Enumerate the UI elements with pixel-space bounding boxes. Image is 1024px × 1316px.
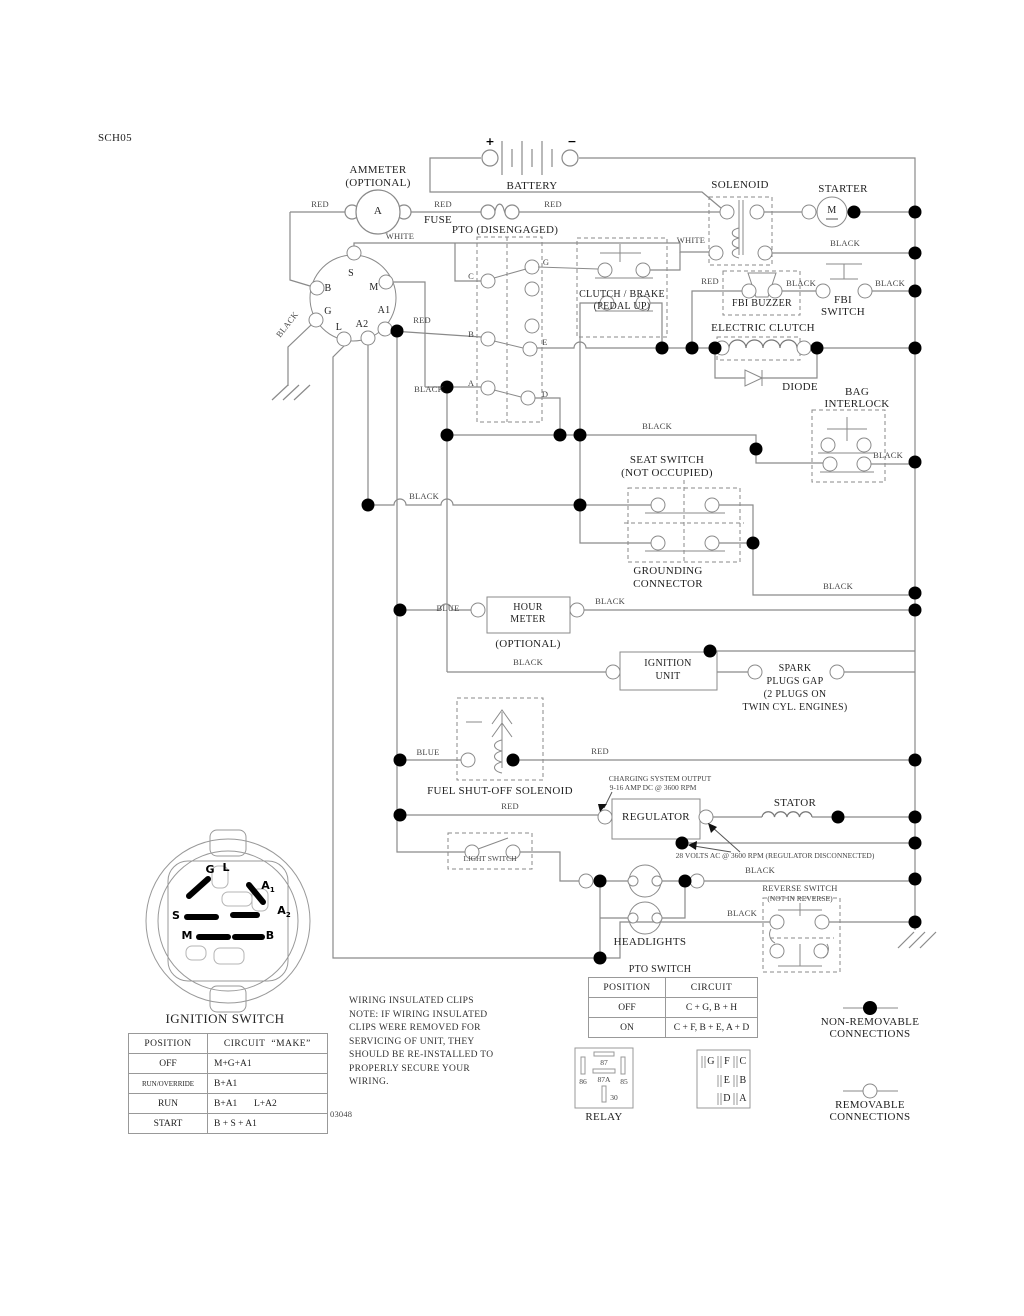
wire-black-headlights: BLACK — [745, 865, 775, 875]
diode-label: DIODE — [782, 381, 818, 393]
hour-meter-optional: (OPTIONAL) — [495, 638, 561, 650]
ring-pin-a1: A1 — [377, 305, 391, 316]
wire-black-fbi: BLACK — [875, 278, 905, 288]
key-pin-g: G — [205, 863, 215, 876]
pto-disengaged-label: PTO (DISENGAGED) — [451, 224, 559, 236]
relay-pin-85: 85 — [620, 1077, 628, 1086]
conn-pin-b: B — [739, 1075, 747, 1086]
wire-black-kill: BLACK — [642, 421, 672, 431]
battery-label: BATTERY — [506, 180, 558, 192]
pto-table-row: OFF C + G, B + H — [589, 998, 758, 1018]
fbi-switch-label-2: SWITCH — [821, 306, 865, 318]
ring-pin-m: M — [369, 282, 379, 293]
conn-pin-a: A — [739, 1093, 747, 1104]
drawing-number: 03048 — [330, 1109, 353, 1119]
conn-pin-c: C — [739, 1056, 747, 1067]
ring-pin-a2: A2 — [355, 319, 369, 330]
clutch-brake-label-2: (PEDAL UP) — [593, 301, 651, 312]
seat-switch-symbol — [624, 480, 744, 562]
ac-annotation: 28 VOLTS AC @ 3600 RPM (REGULATOR DISCONNECTED) — [675, 851, 875, 860]
wire-red-1: RED — [311, 199, 329, 209]
spark-label-2: PLUGS GAP — [766, 676, 824, 687]
wire-black-seat-out: BLACK — [823, 581, 853, 591]
ring-pin-l: L — [335, 322, 343, 333]
key-pin-b: B — [265, 929, 275, 942]
charging-annotation-2: 9-16 AMP DC @ 3600 RPM — [609, 783, 697, 792]
relay-pin-87: 87 — [600, 1058, 608, 1067]
ignition-switch-title: IGNITION SWITCH — [165, 1011, 285, 1026]
ign-table-row: RUN/OVERRIDE B+A1 — [129, 1074, 328, 1094]
seat-switch-label-1: SEAT SWITCH — [629, 454, 705, 466]
wire-black-m: BLACK — [414, 384, 444, 394]
ign-table-header-circuit: CIRCUIT “MAKE” — [208, 1034, 328, 1054]
pto-pin-b: B — [468, 329, 474, 339]
fbi-buzzer-label: FBI BUZZER — [732, 298, 792, 309]
wire-blue-hm: BLUE — [436, 603, 460, 613]
grounding-connector-label-1: GROUNDING — [633, 565, 703, 577]
wire-black-hm: BLACK — [595, 596, 625, 606]
bag-interlock-symbol — [812, 410, 885, 482]
solenoid-symbol — [709, 197, 772, 265]
fuel-solenoid-label: FUEL SHUT-OFF SOLENOID — [427, 785, 573, 797]
reverse-switch-symbol — [763, 898, 840, 972]
wire-red-2: RED — [434, 199, 452, 209]
ign-table-row: START B + S + A1 — [129, 1114, 328, 1134]
key-pin-a2: $A_2$ — [277, 904, 291, 920]
wire-red-buzzer: RED — [701, 276, 719, 286]
ring-pin-g: G — [324, 306, 332, 317]
grounding-connector-label-2: CONNECTOR — [633, 578, 703, 590]
wire-red-a1: RED — [413, 315, 431, 325]
reverse-switch-label-1: REVERSE SWITCH — [762, 883, 838, 893]
key-pin-m: M — [181, 929, 193, 942]
ring-pin-s: S — [348, 268, 354, 279]
pto-table-row: ON C + F, B + E, A + D — [589, 1018, 758, 1038]
spark-label-4: TWIN CYL. ENGINES) — [742, 702, 848, 713]
wire-black-seat: BLACK — [409, 491, 439, 501]
starter-label: STARTER — [818, 183, 868, 195]
charging-annotation-1: CHARGING SYSTEM OUTPUT — [608, 774, 712, 783]
ignition-key-connector — [146, 830, 310, 1012]
light-switch-label: LIGHT SWITCH — [463, 854, 517, 863]
wire-black-buzzer: BLACK — [786, 278, 816, 288]
hour-meter-label-2: METER — [510, 614, 546, 625]
ignition-unit-label-1: IGNITION — [644, 658, 692, 669]
ammeter-terminal-a: A — [373, 205, 383, 217]
light-switch-symbol — [448, 833, 532, 869]
ign-table-row: RUN B+A1 L+A2 — [129, 1094, 328, 1114]
spark-label-1: SPARK — [778, 663, 812, 674]
legend-nonremovable-1: NON-REMOVABLE — [820, 1016, 920, 1028]
fbi-switch-symbol — [816, 264, 872, 298]
pto-pin-d: D — [541, 389, 549, 399]
starter-terminal-m: M — [827, 205, 837, 216]
fuse-symbol — [481, 205, 519, 219]
bag-interlock-label-1: BAG — [844, 386, 870, 398]
pto-pin-g: G — [542, 257, 550, 267]
pto-switch-title: PTO SWITCH — [628, 964, 692, 975]
relay-pin-87a: 87A — [597, 1075, 611, 1084]
starter-symbol — [802, 197, 847, 227]
ignition-switch-table — [128, 1033, 328, 1134]
wire-black-solenoid: BLACK — [830, 238, 860, 248]
wire-red-3: RED — [544, 199, 562, 209]
note-title: WIRING INSULATED CLIPS — [349, 996, 474, 1006]
seat-switch-label-2: (NOT OCCUPIED) — [621, 467, 713, 479]
key-pin-l: L — [222, 861, 230, 874]
wire-black-iu: BLACK — [513, 657, 543, 667]
pto-pin-e: E — [542, 337, 548, 347]
pto-switch-table: POSITION CIRCUIT OFF C + G, B + H ON C + F, B + E, A + D — [588, 977, 758, 1038]
clutch-brake-symbol — [538, 238, 667, 337]
wire-black-ground: BLACK — [273, 309, 301, 340]
bag-interlock-label-2: INTERLOCK — [824, 398, 890, 410]
battery-minus: − — [567, 135, 577, 148]
reverse-switch-label-2: (NOT IN REVERSE) — [767, 894, 833, 903]
wire-black-reverse: BLACK — [727, 908, 757, 918]
conn-pin-d: D — [723, 1093, 731, 1104]
stator-label: STATOR — [773, 797, 817, 809]
solenoid-label: SOLENOID — [711, 179, 769, 191]
headlights-label: HEADLIGHTS — [613, 936, 687, 948]
fuse-label: FUSE — [423, 214, 453, 226]
legend-removable-2: CONNECTIONS — [829, 1111, 911, 1123]
relay-label: RELAY — [585, 1111, 623, 1123]
wire-blue-fuel: BLUE — [416, 747, 440, 757]
hour-meter-label-1: HOUR — [513, 602, 543, 613]
wire-white-1: WHITE — [385, 231, 415, 241]
conn-pin-g: G — [707, 1056, 715, 1067]
wire-red-regulator: RED — [501, 801, 519, 811]
wire-red-fuel: RED — [591, 746, 609, 756]
battery-symbol — [482, 141, 578, 175]
electric-clutch-symbol — [715, 337, 811, 360]
relay-pin-30: 30 — [610, 1093, 618, 1102]
clutch-brake-label-1: CLUTCH / BRAKE — [579, 289, 665, 300]
wire-white-2: WHITE — [676, 235, 706, 245]
fuel-solenoid-symbol — [457, 698, 543, 780]
ign-table-header-position: POSITION — [129, 1034, 208, 1054]
ammeter-label: AMMETER — [349, 164, 407, 176]
ammeter-optional-label: (OPTIONAL) — [345, 177, 411, 189]
spark-label-3: (2 PLUGS ON — [763, 689, 827, 700]
ignition-switch-ring — [309, 246, 396, 346]
ign-table-row: OFF M+G+A1 — [129, 1054, 328, 1074]
pto-connector-symbol — [477, 237, 542, 422]
conn-pin-f: F — [724, 1056, 730, 1067]
relay-pin-86: 86 — [579, 1077, 587, 1086]
conn-pin-e: E — [723, 1075, 731, 1086]
key-pin-s: S — [172, 909, 180, 922]
diode-symbol — [745, 370, 762, 386]
sheet-code: SCH05 — [98, 132, 132, 144]
legend-removable-1: REMOVABLE — [835, 1099, 905, 1111]
wire-black-bag: BLACK — [873, 450, 903, 460]
battery-plus: + — [485, 135, 495, 148]
pto-pin-a: A — [467, 378, 475, 388]
ring-pin-b: B — [324, 283, 332, 294]
fbi-switch-label-1: FBI — [833, 294, 853, 306]
pto-pin-c: C — [468, 271, 474, 281]
electric-clutch-label: ELECTRIC CLUTCH — [711, 322, 815, 334]
legend-nonremovable-2: CONNECTIONS — [829, 1028, 911, 1040]
ignition-unit-label-2: UNIT — [655, 671, 681, 682]
regulator-label: REGULATOR — [622, 811, 690, 823]
key-pin-a1: $A_1$ — [261, 879, 275, 895]
wiring-note: WIRING INSULATED CLIPS NOTE: IF WIRING INSULATED CLIPS WERE REMOVED FOR SERVICING OF UNIT, THEY SHOULD BE RE-INSTALLED TO PROPERLY SECURE YOUR WIRING. — [349, 996, 494, 1087]
